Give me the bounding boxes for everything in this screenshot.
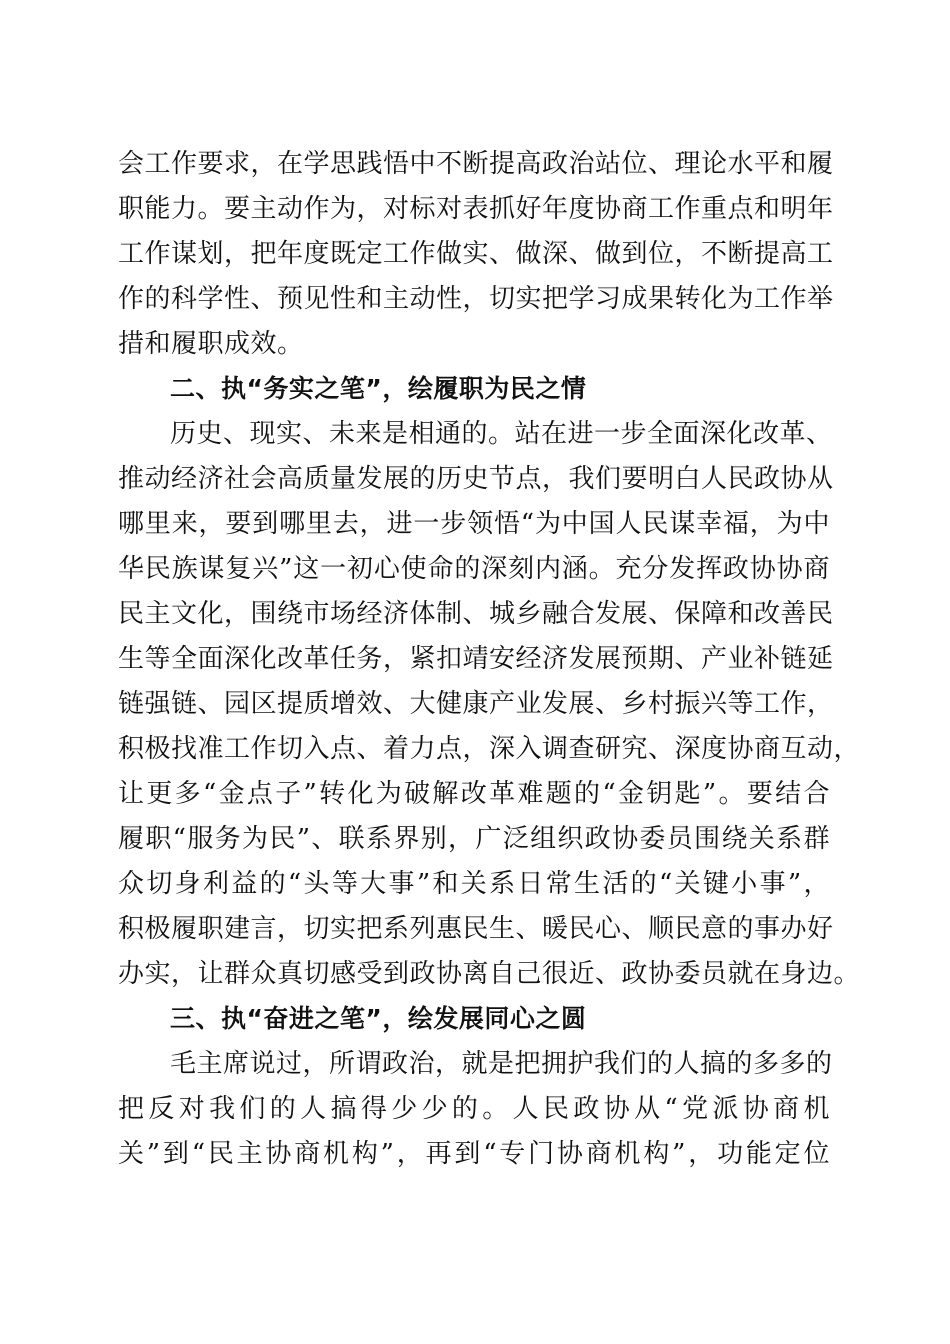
text-line: 职能力。要主动作为，对标对表抓好年度协商工作重点和明年 [118, 194, 834, 224]
text-line: 历史、现实、未来是相通的。站在进一步全面深化改革、 [170, 419, 833, 449]
text-line: 作的科学性、预见性和主动性，切实把学习成果转化为工作举 [118, 284, 834, 314]
text-line: 让更多“金点子”转化为破解改革难题的“金钥匙”。要结合 [118, 779, 830, 809]
section-heading-2: 二、执“务实之笔”，绘履职为民之情 [170, 374, 587, 403]
text-line: 会工作要求，在学思践悟中不断提高政治站位、理论水平和履 [118, 149, 834, 179]
text-line: 履职“服务为民”、联系界别，广泛组织政协委员围绕关系群 [118, 824, 830, 854]
text-line: 积极履职建言，切实把系列惠民生、暖民心、顺民意的事办好 [118, 914, 834, 944]
text-line: 措和履职成效。 [118, 329, 304, 359]
text-line: 关”到“民主协商机构”，再到“专门协商机构”，功能定位 [118, 1139, 830, 1169]
text-line: 办实，让群众真切感受到政协离自己很近、政协委员就在身边。 [118, 959, 861, 989]
text-line: 哪里来，要到哪里去，进一步领悟“为中国人民谋幸福，为中 [118, 509, 830, 539]
text-line: 把反对我们的人搞得少少的。人民政协从“党派协商机 [118, 1094, 830, 1124]
section-heading-3: 三、执“奋进之笔”，绘发展同心之圆 [170, 1004, 587, 1033]
text-line: 众切身利益的“头等大事”和关系日常生活的“关键小事”， [118, 869, 830, 899]
text-line: 生等全面深化改革任务，紧扣靖安经济发展预期、产业补链延 [118, 644, 834, 674]
text-line: 链强链、园区提质增效、大健康产业发展、乡村振兴等工作， [118, 689, 834, 719]
text-line: 工作谋划，把年度既定工作做实、做深、做到位，不断提高工 [118, 239, 834, 269]
text-line: 民主文化，围绕市场经济体制、城乡融合发展、保障和改善民 [118, 599, 834, 629]
text-line: 积极找准工作切入点、着力点，深入调查研究、深度协商互动， [118, 734, 861, 764]
text-line: 华民族谋复兴”这一初心使命的深刻内涵。充分发挥政协协商 [118, 554, 830, 584]
text-line: 推动经济社会高质量发展的历史节点，我们要明白人民政协从 [118, 464, 834, 494]
text-line: 毛主席说过，所谓政治，就是把拥护我们的人搞的多多的 [170, 1049, 833, 1079]
